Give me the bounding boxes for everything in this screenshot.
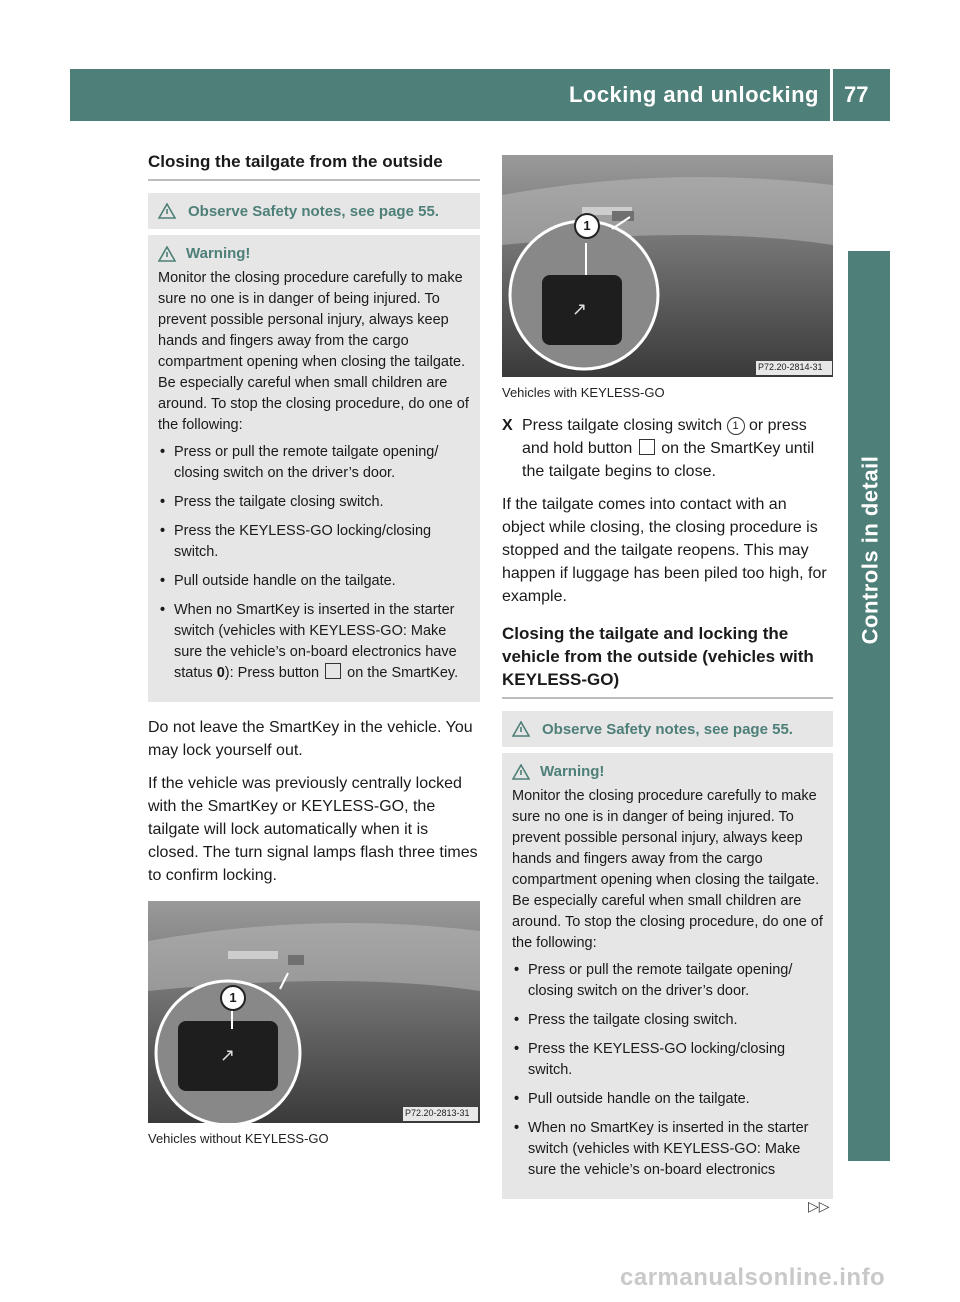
safety-note <box>148 193 480 229</box>
step-text: on the SmartKey until the tailgate begins to close. <box>522 440 815 480</box>
tailgate-button-icon <box>325 663 341 679</box>
tailgate-switch-figure <box>148 901 480 1123</box>
callout-number: 1 <box>727 417 745 435</box>
warning-triangle-icon <box>512 721 530 737</box>
safety-note <box>502 711 833 747</box>
warning-title-row <box>158 243 472 264</box>
body-paragraph: Do not leave the SmartKey in the vehicle. You may lock yourself out. <box>148 719 473 759</box>
warning-item: • Press the tailgate closing switch. <box>158 492 472 513</box>
warning-item-text: ): Press button <box>224 665 324 681</box>
warning-item <box>158 600 472 684</box>
warning-box <box>148 235 480 702</box>
warning-item: • Press or pull the remote tailgate opening/ closing switch on the driver’s door. <box>158 442 472 484</box>
warning-item: • Pull outside handle on the tailgate. <box>512 1089 825 1110</box>
safety-note-text: Observe Safety notes, see page 55. <box>542 720 793 738</box>
section-heading: Closing the tailgate and locking the vehicle from the outside (vehicles with KEYLESS-GO) <box>502 622 833 699</box>
watermark: carmanualsonline.info <box>620 1264 886 1291</box>
figure-code: P72.20-2814-31 <box>758 362 823 372</box>
warning-title-row <box>512 761 825 782</box>
section-label-wrap <box>850 300 890 800</box>
status-value: 0 <box>216 665 225 681</box>
step-text: or press and hold button <box>522 417 807 457</box>
left-column <box>148 150 480 1160</box>
figure-code: P72.20-2813-31 <box>405 1108 470 1118</box>
figure-callout: 1 <box>220 985 246 1011</box>
warning-item: • Pull outside handle on the tailgate. <box>158 571 472 592</box>
page-number: 77 <box>844 82 869 107</box>
warning-item-text: on the SmartKey. <box>343 665 459 681</box>
svg-text:↗: ↗ <box>572 299 588 320</box>
figure-caption: Vehicles with KEYLESS-GO <box>502 385 665 400</box>
figure-caption: Vehicles without KEYLESS-GO <box>148 1131 329 1146</box>
warning-list <box>512 960 825 1181</box>
warning-triangle-icon <box>512 764 530 780</box>
step-text: Press tailgate closing switch <box>522 417 727 434</box>
warning-item-text: When no SmartKey is inserted in the starter switch (vehicles with KEYLESS-GO: Make sure the vehicle’s on-board electronics have status <box>174 602 457 681</box>
section-heading: Closing the tailgate from the outside <box>148 150 480 181</box>
figure-callout: 1 <box>574 213 600 239</box>
warning-item: • Press the tailgate closing switch. <box>512 1010 825 1031</box>
continue-marker: ▷▷ <box>808 1198 830 1214</box>
warning-title: Warning! <box>540 763 605 780</box>
section-label: Controls in detail <box>857 455 882 645</box>
header-bar <box>70 69 890 121</box>
right-column <box>502 155 833 1199</box>
body-paragraph: If the vehicle was previously centrally locked with the SmartKey or KEYLESS-GO, the tailgate will lock automatically when it is closed. The turn signal lamps flash three times to confirm locking. <box>148 775 478 884</box>
sidebar-tab <box>848 121 890 251</box>
warning-title: Warning! <box>186 245 251 262</box>
warning-box <box>502 753 833 1199</box>
body-paragraph: If the tailgate comes into contact with an object while closing, the closing procedure is stopped and the tailgate reopens. This may happen if luggage has been piled too high, for example. <box>502 496 827 605</box>
warning-intro: Monitor the closing procedure carefully to make sure no one is in danger of being injured. To prevent possible personal injury, always keep hands and fingers away from the cargo compartment opening when closing the tailgate. Be especially careful when small children are around. To stop the closing procedure, do one of the following: <box>512 788 823 951</box>
warning-item: • Press the KEYLESS-GO locking/closing switch. <box>512 1039 825 1081</box>
warning-list <box>158 442 472 684</box>
header-title: Locking and unlocking <box>568 82 819 107</box>
tailgate-button-icon <box>639 439 655 455</box>
warning-item: • Press or pull the remote tailgate opening/ closing switch on the driver’s door. <box>512 960 825 1002</box>
warning-item: • When no SmartKey is inserted in the starter switch (vehicles with KEYLESS-GO: Make sure the vehicle’s on-board electronics <box>512 1118 825 1181</box>
warning-triangle-icon <box>158 246 176 262</box>
tailgate-photo-image <box>502 155 833 377</box>
warning-item: • Press the KEYLESS-GO locking/closing switch. <box>158 521 472 563</box>
svg-text:↗: ↗ <box>220 1045 236 1066</box>
keyless-switch-figure <box>502 155 833 377</box>
tailgate-photo-image <box>148 901 480 1123</box>
safety-note-text: Observe Safety notes, see page 55. <box>188 202 439 220</box>
header-divider <box>830 69 833 121</box>
warning-intro: Monitor the closing procedure carefully to make sure no one is in danger of being injured. To prevent possible personal injury, always keep hands and fingers away from the cargo compartment opening when closing the tailgate. Be especially careful when small children are around. To stop the closing procedure, do one of the following: <box>158 270 469 433</box>
warning-triangle-icon <box>158 203 176 219</box>
instruction-step <box>502 414 833 483</box>
step-marker: X <box>502 417 513 434</box>
